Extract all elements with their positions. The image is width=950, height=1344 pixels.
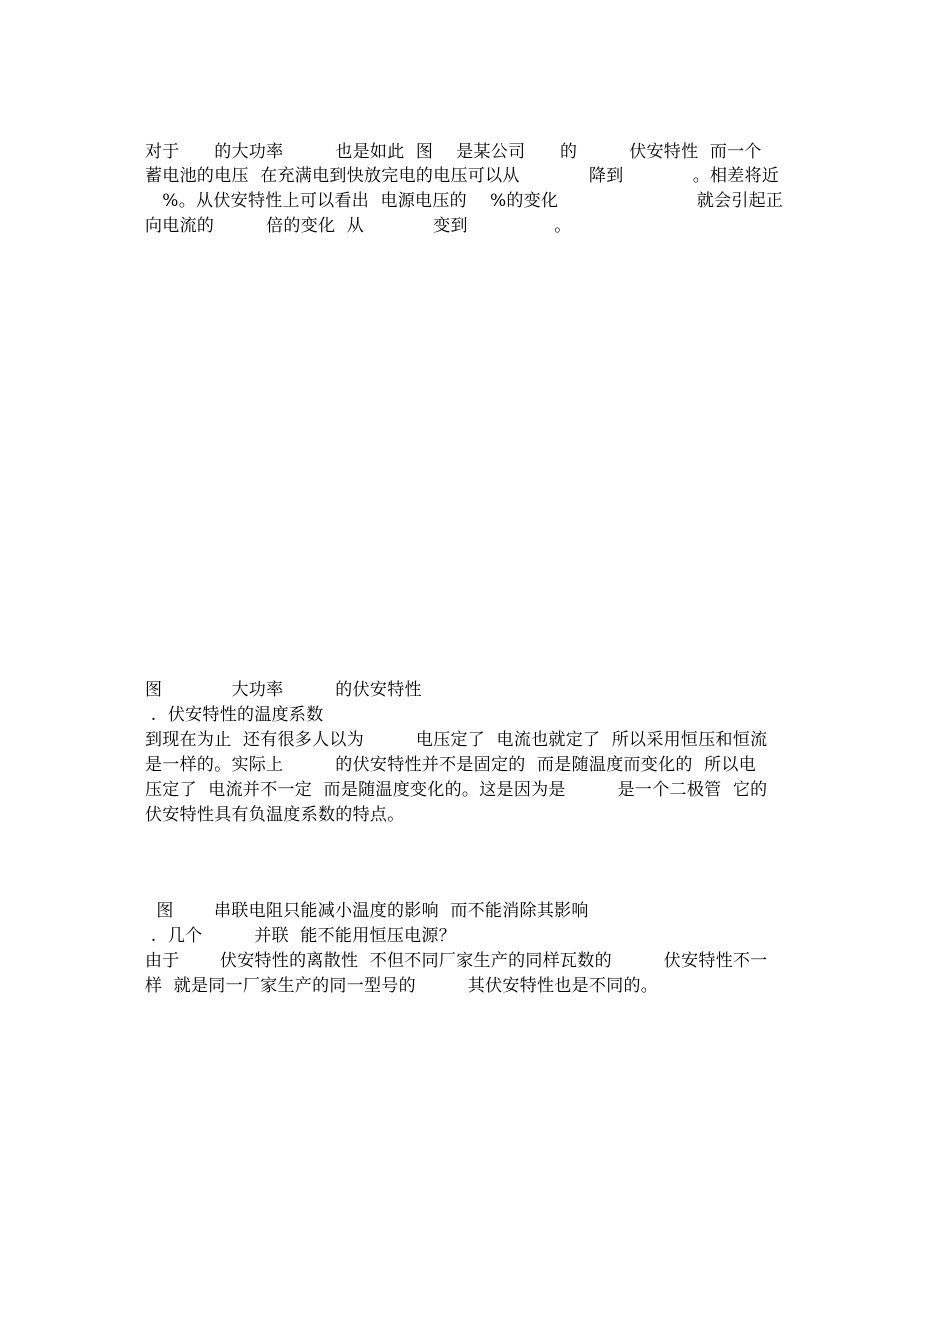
section-1-heading: . 伏安特性的温度系数 [145,705,324,725]
figure-1-caption: 图 大功率 的伏安特性 [145,680,422,700]
section-2-heading: . 几个 并联 能不能用恒压电源？ [145,926,457,946]
figure-2-caption: 图 串联电阻只能减小温度的影响 而不能消除其影响 [145,901,589,921]
paragraph-1-line-3: %。从伏安特性上可以看出 电源电压的 %的变化 就会引起正 [145,191,784,211]
paragraph-1-line-4: 向电流的 倍的变化 从 变到 。 [145,216,572,236]
paragraph-2-line-3: 压定了 电流并不一定 而是随温度变化的。这是因为是 是一个二极管 它的 [145,780,768,800]
paragraph-1-line-1: 对于 的大功率 也是如此 图 是某公司 的 伏安特性 而一个 [145,142,762,162]
paragraph-2-line-2: 是一样的。实际上 的伏安特性并不是固定的 而是随温度而变化的 所以电 [145,755,757,775]
paragraph-3-line-1: 由于 伏安特性的离散性 不但不同厂家生产的同样瓦数的 伏安特性不一 [145,951,768,971]
paragraph-2-line-4: 伏安特性具有负温度系数的特点。 [145,805,405,825]
paragraph-1-line-2: 蓄电池的电压 在充满电到快放完电的电压可以从 降到 。相差将近 [145,166,780,186]
paragraph-2-line-1: 到现在为止 还有很多人以为 电压定了 电流也就定了 所以采用恒压和恒流 [145,730,768,750]
paragraph-3-line-2: 样 就是同一厂家生产的同一型号的 其伏安特性也是不同的。 [145,976,659,996]
